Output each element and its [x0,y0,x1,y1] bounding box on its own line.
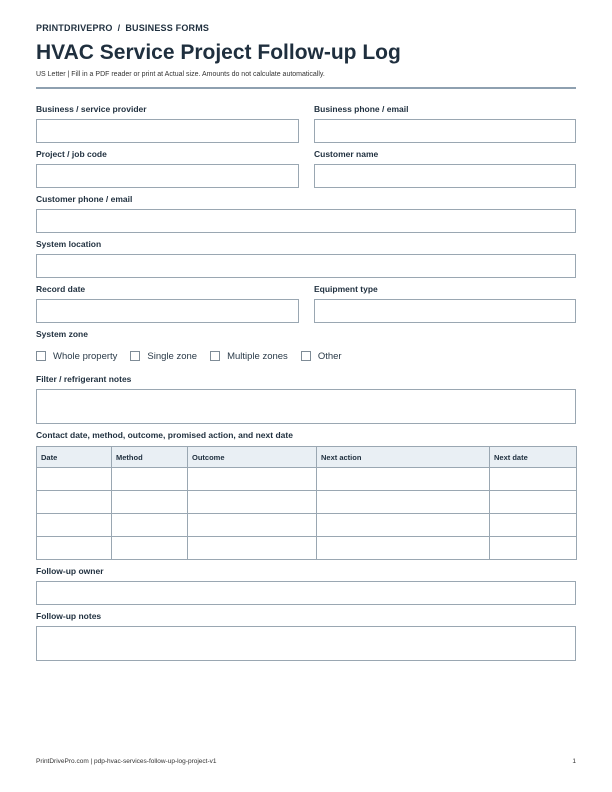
contact-log-label: Contact date, method, outcome, promised action, and next date [36,430,293,440]
followup-notes-field[interactable] [36,626,576,661]
zone-checkbox[interactable] [130,351,140,361]
brand-name: PRINTDRIVEPRO [36,23,113,33]
zone-checkbox[interactable] [210,351,220,361]
zone-option-label: Whole property [53,350,118,362]
table-cell[interactable] [188,491,317,514]
table-cell[interactable] [37,514,112,537]
zone-checkbox[interactable] [301,351,311,361]
table-row [37,491,577,514]
business-provider-field[interactable] [36,119,299,143]
table-cell[interactable] [490,491,577,514]
customer-contact-field[interactable] [36,209,576,233]
project-code-label: Project / job code [36,149,107,159]
table-row [37,537,577,560]
equipment-type-label: Equipment type [314,284,378,294]
page-subtitle: US Letter | Fill in a PDF reader or print at Actual size. Amounts do not calculate automatically. [36,71,325,78]
column-header-date: Date [37,447,112,468]
table-cell[interactable] [37,468,112,491]
record-date-label: Record date [36,284,86,294]
system-location-field[interactable] [36,254,576,278]
column-header-outcome: Outcome [188,447,317,468]
footer-text: PrintDrivePro.com | pdp-hvac-services-follow-up-log-project-v1 [36,758,217,765]
system-location-label: System location [36,239,102,249]
zone-option-label: Single zone [147,350,198,362]
table-cell[interactable] [37,537,112,560]
table-row [37,468,577,491]
breadcrumb-separator: / [117,23,121,33]
customer-name-field[interactable] [314,164,576,188]
page-title: HVAC Service Project Follow-up Log [36,41,401,64]
table-cell[interactable] [188,468,317,491]
followup-owner-label: Follow-up owner [36,566,104,576]
zone-checkbox[interactable] [36,351,46,361]
table-cell[interactable] [112,514,188,537]
filter-notes-label: Filter / refrigerant notes [36,374,132,384]
contact-log-table [36,446,577,560]
table-cell[interactable] [490,468,577,491]
table-row [37,514,577,537]
business-provider-label: Business / service provider [36,104,147,114]
zone-option-other[interactable] [301,351,342,362]
system-zone-options [36,349,355,363]
zone-option-label: Other [317,350,342,362]
header-divider [36,87,576,89]
table-cell[interactable] [317,537,490,560]
filter-notes-field[interactable] [36,389,576,424]
customer-name-label: Customer name [314,149,379,159]
page-number: 1 [572,758,576,765]
table-cell[interactable] [37,491,112,514]
column-header-method: Method [112,447,188,468]
table-cell[interactable] [188,537,317,560]
zone-option-multiple-zones[interactable] [210,351,288,362]
table-cell[interactable] [188,514,317,537]
form-page [36,0,576,792]
table-header-row [37,447,577,468]
project-code-field[interactable] [36,164,299,188]
record-date-field[interactable] [36,299,299,323]
column-header-next-action: Next action [317,447,490,468]
table-cell[interactable] [112,468,188,491]
equipment-type-field[interactable] [314,299,576,323]
business-contact-field[interactable] [314,119,576,143]
zone-option-label: Multiple zones [227,350,288,362]
table-cell[interactable] [317,491,490,514]
breadcrumb [36,23,209,33]
table-cell[interactable] [490,537,577,560]
system-zone-label: System zone [36,329,88,339]
column-header-next-date: Next date [490,447,577,468]
followup-notes-label: Follow-up notes [36,611,102,621]
followup-owner-field[interactable] [36,581,576,605]
business-contact-label: Business phone / email [314,104,409,114]
table-cell[interactable] [317,514,490,537]
customer-contact-label: Customer phone / email [36,194,133,204]
zone-option-single-zone[interactable] [130,351,197,362]
table-cell[interactable] [112,537,188,560]
zone-option-whole-property[interactable] [36,351,117,362]
breadcrumb-category: BUSINESS FORMS [125,23,210,33]
table-cell[interactable] [112,491,188,514]
table-cell[interactable] [317,468,490,491]
table-cell[interactable] [490,514,577,537]
